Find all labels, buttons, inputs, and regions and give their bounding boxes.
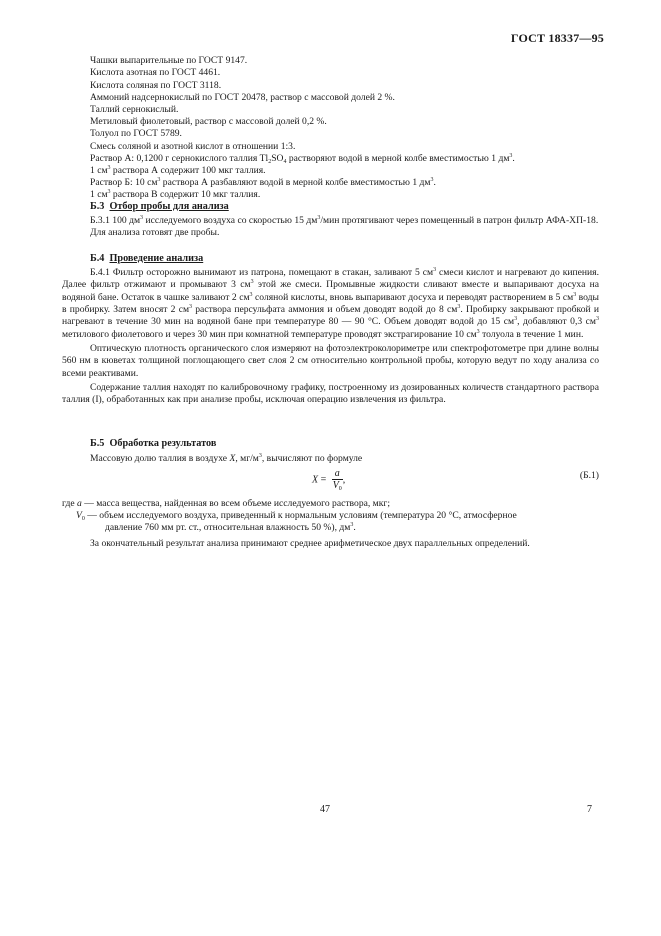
page-number-center: 47 bbox=[320, 804, 330, 815]
solution-b-content-line: 1 $см^3$ раствора В содержит 10 мкг таллия. bbox=[90, 189, 261, 200]
reagent-line: Аммоний надсернокислый по ГОСТ 20478, раствор с массовой долей 2 %. bbox=[90, 92, 395, 103]
paragraph: Б.4.1 Фильтр осторожно вынимают из патрона, помещают в стакан, заливают 5 $см^3$ смеси кислот и нагревают до кипения. Далее фильтр отжимают и промывают 3 $см^3$ этой же смеси. Промывные жидкости сливают вместе и выпаривают досуха на водяной бане. Остаток в чашке заливают 2 $см^3$ соляной кислоты, вновь выпаривают досуха и переводят растворением в 5 $см^3$ воды в пробирку. Затем вносят 2 $см^3$ раствора персульфата аммония и объем доводят водой до 8 $см^3$. Пробирку закрывают пробкой и нагревают в течение 30 мин на водяной бане при температуре 80 — 90 °С. Объем доводят водой до 15 $см^3$, добавляют 0,3 $см^3$ метилового фиолетового и через 30 мин при комнатной температуре проводят экстрагирование 10 $см^3$ толуола в течение 1 мин. bbox=[62, 267, 600, 340]
definition-v0: $V_0$ — объем исследуемого воздуха, приведенный к нормальным условиям (температура 20 °С, атмосферное bbox=[76, 510, 517, 522]
reagent-line: Таллий сернокислый. bbox=[90, 104, 179, 115]
reagent-line: Кислота соляная по ГОСТ 3118. bbox=[90, 80, 222, 91]
solution-a-content-line: 1 $см^3$ раствора А содержит 100 мкг таллия. bbox=[90, 165, 266, 176]
section-b5-intro: Массовую долю таллия в воздухе X, $мг/м^3$, вычисляют по формуле bbox=[90, 453, 363, 464]
definition-a: где a — масса вещества, найденная во всем объеме исследуемого раствора, мкг; bbox=[62, 498, 390, 509]
section-b4-text bbox=[62, 267, 599, 407]
section-b5-heading: Б.5 Обработка результатов bbox=[90, 438, 217, 449]
formula-number: (Б.1) bbox=[579, 470, 599, 481]
page-number-right: 7 bbox=[587, 804, 592, 815]
paragraph: Оптическую плотность органического слоя измеряют на фотоэлектроколориметре или спектрофотометре при длине волны 560 нм в кюветах толщиной поглощающего свет слоя 2 см относительно контрольной пробы, которую ведут по ходу анализа со всеми реактивами. bbox=[62, 343, 599, 379]
section-b4-heading: Б.4 Проведение анализа bbox=[90, 253, 204, 264]
section-b3-heading: Б.3 Отбор пробы для анализа bbox=[90, 201, 229, 212]
solution-a-line: Раствор А: 0,1200 г сернокислого таллия $Tl_2SO_4$ растворяют водой в мерной колбе вместимостью 1 $дм^3$. bbox=[90, 153, 515, 165]
reagent-line: Чашки выпарительные по ГОСТ 9147. bbox=[90, 55, 248, 66]
final-result-text: За окончательный результат анализа принимают среднее арифметическое двух параллельных определений. bbox=[90, 538, 530, 549]
section-b3-text bbox=[62, 215, 599, 240]
definition-v0-continued: давление 760 мм рт. ст., относительная влажность 50 %), $дм^3$. bbox=[105, 522, 356, 533]
paragraph: Б.3.1 100 $дм^3$ исследуемого воздуха со скоростью 15 $дм^3$/мин протягивают через помещенный в патрон фильтр АФА-ХП-18. bbox=[90, 215, 599, 226]
formula-b1: X = $\frac{a}{V_0}$ , bbox=[312, 468, 346, 492]
paragraph: Для анализа готовят две пробы. bbox=[90, 227, 220, 239]
standard-header: ГОСТ 18337—95 bbox=[510, 31, 604, 45]
fraction: $\frac{a}{V_0}$ bbox=[332, 468, 342, 492]
solution-b-line: Раствор Б: 10 $см^3$ раствора А разбавляют водой в мерной колбе вместимостью 1 $дм^3$. bbox=[90, 177, 436, 188]
reagent-line: Смесь соляной и азотной кислот в отношении 1:3. bbox=[90, 141, 296, 152]
reagent-line: Метиловый фиолетовый, раствор с массовой долей 0,2 %. bbox=[90, 116, 327, 127]
paragraph: Содержание таллия находят по калибровочному графику, построенному из дозированных количеств стандартного раствора таллия (I), обработанных как при анализе пробы, исключая операцию извлечения из фильтра. bbox=[62, 382, 599, 406]
reagent-line: Кислота азотная по ГОСТ 4461. bbox=[90, 67, 221, 78]
reagent-line: Толуол по ГОСТ 5789. bbox=[90, 128, 182, 139]
